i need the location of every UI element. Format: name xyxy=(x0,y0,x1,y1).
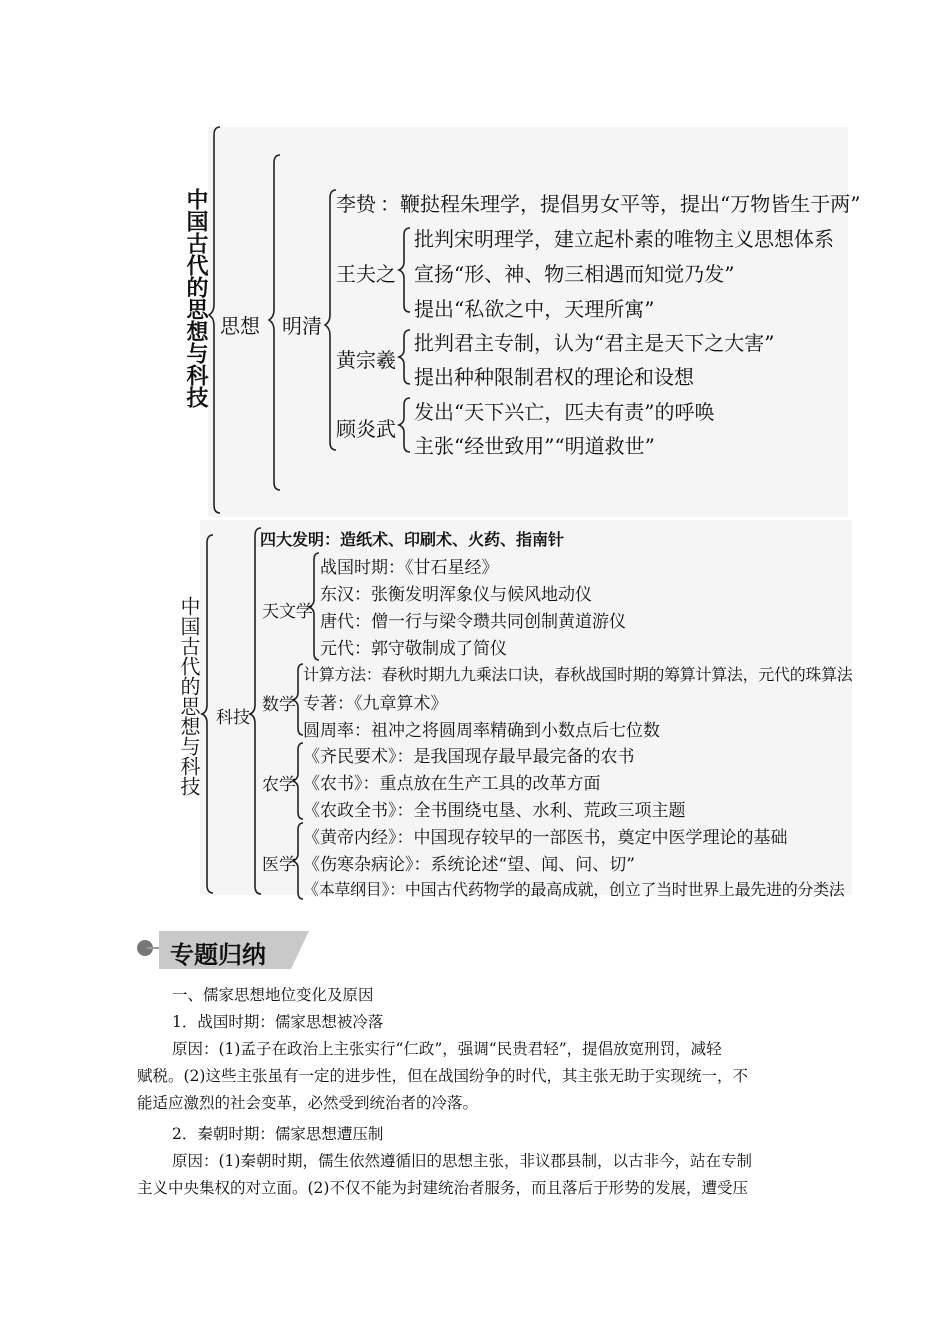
body-paragraph-1-line-2: 赋税。(2)这些主张虽有一定的进步性，但在战国纷争的时代，其主张无助于实现统一，不 xyxy=(137,1067,748,1085)
diagram1-branch-label: 思想 xyxy=(220,314,260,338)
group-item-astronomy-3: 唐代：僧一行与梁令瓒共同创制黄道游仪 xyxy=(320,612,626,632)
node-name-guyanwu: 顾炎武 xyxy=(336,417,396,441)
body-paragraph-1-line-1: 原因：(1)孟子在政治上主张实行“仁政”，强调“民贵君轻”，提倡放宽刑罚，减轻 xyxy=(172,1040,722,1058)
group-item-astronomy-2: 东汉：张衡发明浑象仪与候风地动仪 xyxy=(320,585,592,605)
section-header xyxy=(137,927,317,973)
node-item-guyanwu-1: 发出“天下兴亡，匹夫有责”的呼唤 xyxy=(414,400,715,424)
tech-top-item: 四大发明：造纸术、印刷术、火药、指南针 xyxy=(260,530,565,549)
diagram1-root-title: 中国古代的思想与科技 xyxy=(183,188,208,408)
section-title: 专题归纳 xyxy=(170,941,266,969)
group-item-medicine-1: 《黄帝内经》：中国现存较早的一部医书，奠定中医学理论的基础 xyxy=(303,828,788,848)
group-item-math-1: 计算方法：春秋时期九九乘法口诀，春秋战国时期的筹算计算法，元代的珠算法 xyxy=(303,665,853,684)
group-item-agriculture-1: 《齐民要术》：是我国现存最早最完备的农书 xyxy=(303,747,635,767)
group-item-astronomy-1: 战国时期：《甘石星经》 xyxy=(320,558,499,578)
group-name-astronomy: 天文学 xyxy=(262,602,313,622)
group-item-astronomy-4: 元代：郭守敬制成了简仪 xyxy=(320,639,507,659)
group-item-math-2: 专著：《九章算术》 xyxy=(303,694,448,714)
group-name-math: 数学 xyxy=(262,695,296,715)
node-item-huangzongxi-2: 提出种种限制君权的理论和设想 xyxy=(414,365,694,389)
body-heading: 一、儒家思想地位变化及原因 xyxy=(172,986,374,1004)
node-item-wangfuzhi-3: 提出“私欲之中，天理所寓” xyxy=(414,297,655,321)
diagram1-period-label: 明清 xyxy=(282,314,322,338)
body-paragraph-2-line-2: 主义中央集权的对立面。(2)不仅不能为封建统治者服务，而且落后于形势的发展，遭受压 xyxy=(137,1179,748,1197)
node-name-huangzongxi: 黄宗羲 xyxy=(336,348,396,372)
body-subheading-2: 2．秦朝时期：儒家思想遭压制 xyxy=(172,1125,384,1143)
node-item-wangfuzhi-1: 批判宋明理学，建立起朴素的唯物主义思想体系 xyxy=(414,227,834,251)
node-name-lizhi: 李贽 xyxy=(336,192,376,216)
body-paragraph-2-line-1: 原因：(1)秦朝时期，儒生依然遵循旧的思想主张，非议郡县制，以古非今，站在专制 xyxy=(172,1152,752,1170)
node-item-guyanwu-2: 主张“经世致用”“明道救世” xyxy=(414,434,655,458)
node-item-huangzongxi-1: 批判君主专制，认为“君主是天下之大害” xyxy=(414,331,775,355)
node-item-wangfuzhi-2: 宣扬“形、神、物三相遇而知觉乃发” xyxy=(414,262,735,286)
group-item-agriculture-2: 《农书》：重点放在生产工具的改革方面 xyxy=(303,774,601,794)
group-name-medicine: 医学 xyxy=(262,855,296,875)
diagram2-root-title: 中国古代的思想与科技 xyxy=(177,596,201,796)
body-paragraph-1-line-3: 能适应激烈的社会变革，必然受到统治者的冷落。 xyxy=(137,1094,479,1112)
group-item-medicine-2: 《伤寒杂病论》：系统论述“望、闻、问、切” xyxy=(303,855,635,875)
group-item-agriculture-3: 《农政全书》：全书围绕屯垦、水利、荒政三项主题 xyxy=(303,801,686,821)
group-item-math-3: 圆周率：祖冲之将圆周率精确到小数点后七位数 xyxy=(303,721,660,741)
diagram2-branch-label: 科技 xyxy=(216,708,250,728)
body-subheading-1: 1．战国时期：儒家思想被冷落 xyxy=(172,1013,384,1031)
group-name-agriculture: 农学 xyxy=(262,775,296,795)
node-item-lizhi-1: ：鞭挞程朱理学，提倡男女平等，提出“万物皆生于两” xyxy=(380,192,861,216)
node-name-wangfuzhi: 王夫之 xyxy=(336,262,396,286)
group-item-medicine-3: 《本草纲目》：中国古代药物学的最高成就，创立了当时世界上最先进的分类法 xyxy=(303,880,845,899)
